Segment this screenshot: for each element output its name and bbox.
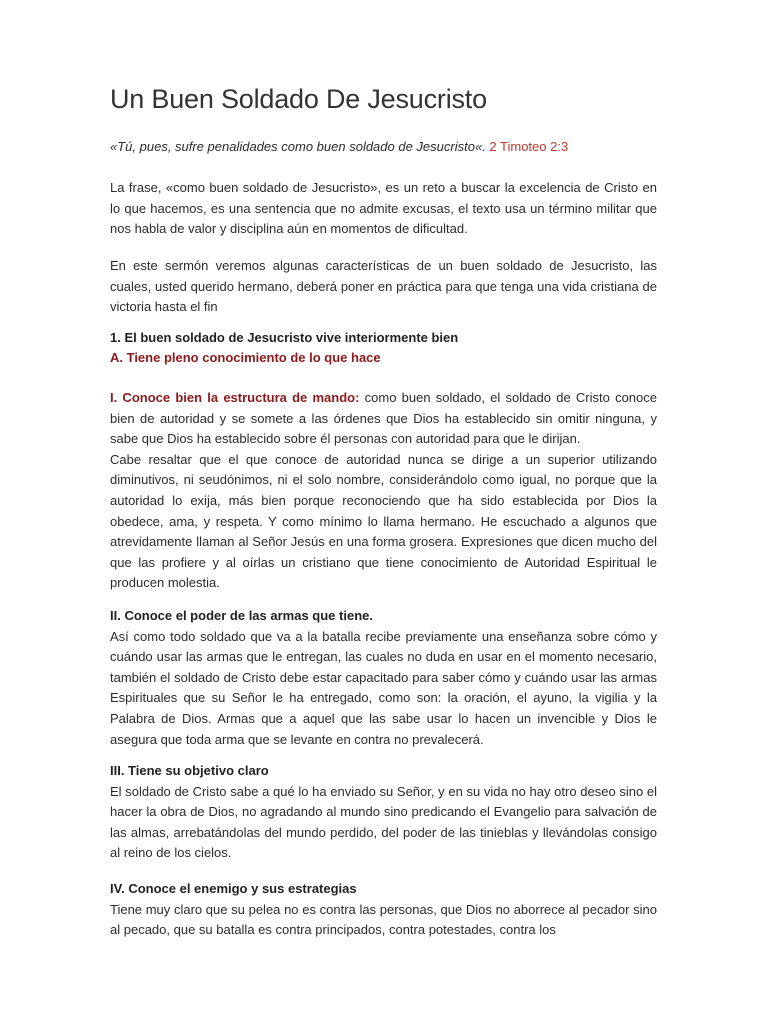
page-title: Un Buen Soldado De Jesucristo	[110, 84, 487, 114]
subsection-heading-a: A. Tiene pleno conocimiento de lo que hace	[110, 350, 381, 365]
intro-paragraph: La frase, «como buen soldado de Jesucristo», es un reto a buscar la excelencia de Cristo en lo que hacemos, es una sentencia que no admite excusas, el texto usa un término militar que nos habla de valor y disciplina aún en momentos de dificultad.	[110, 180, 657, 237]
section-4-text: Tiene muy claro que su pelea no es contra las personas, que Dios no aborrece al pecador sino al pecado, que su batalla es contra principados, contra potestades, contra los	[110, 901, 657, 938]
section-2-heading: II. Conoce el poder de las armas que tiene.	[110, 608, 373, 623]
section-4-heading: IV. Conoce el enemigo y sus estrategias	[110, 881, 357, 896]
section-3-text: El soldado de Cristo sabe a qué lo ha enviado su Señor, y en su vida no hay otro deseo sino el hacer la obra de Dios, no agradando al mundo sino predicando el Evangelio para salvación de las almas, arrebatándolas del mundo perdido, del poder de las tinieblas y llevándolas consigo al reino de los cielos.	[110, 783, 657, 861]
section-1-text: como buen soldado, el soldado de Cristo conoce bien de autoridad y se somete a las órdenes que Dios ha establecido sin omitir ninguna, y sabe que Dios ha establecido sobre él personas con autoridad para que le dirijan.	[110, 390, 657, 447]
section-heading-1: 1. El buen soldado de Jesucristo vive interiormente bien	[110, 330, 459, 345]
section-3	[110, 761, 657, 864]
sermon-intro-paragraph: En este sermón veremos algunas características de un buen soldado de Jesucristo, las cuales, usted querido hermano, deberá poner en práctica para que tenga una vida cristiana de victoria hasta el fin	[110, 258, 657, 315]
section-1-text-continued: Cabe resaltar que el que conoce de autoridad nunca se dirige a un superior utilizando diminutivos, ni seudónimos, ni el solo nombre, considerándolo como igual, no porque que la autoridad lo exija, más bien porque reconociendo que ha sido establecida por Dios la obedece, ama, y respeta. Y como mínimo lo llama hermano. He escuchado a algunos que atrevidamente llaman al Señor Jesús en una forma grosera. Expresiones que dicen mucho del que las profiere y al oírlas un cristiano que tiene conocimiento de Autoridad Espiritual le producen molestia.	[110, 451, 657, 591]
section-2-text: Así como todo soldado que va a la batalla recibe previamente una enseñanza sobre cómo y cuándo usar las armas que le entregan, las cuales no duda en usar en el momento necesario, también el soldado de Cristo debe estar capacitado para saber cómo y cuándo usar las armas Espirituales que su Señor le ha entregado, como son: la oración, el ayuno, la vigilia y la Palabra de Dios. Armas que a aquel que las sabe usar lo hacen un invencible y Dios le asegura que toda arma que se levante en contra no prevalecerá.	[110, 628, 657, 747]
section-1-heading: I. Conoce bien la estructura de mando:	[110, 390, 360, 405]
quote-text: «Tú, pues, sufre penalidades como buen soldado de Jesucristo«.	[110, 139, 486, 154]
section-2	[110, 606, 657, 750]
scripture-reference-link[interactable]: 2 Timoteo 2:3	[489, 139, 569, 154]
scripture-quote	[110, 137, 657, 158]
section-1	[110, 388, 657, 594]
section-4	[110, 879, 657, 941]
section-3-heading: III. Tiene su objetivo claro	[110, 763, 269, 778]
